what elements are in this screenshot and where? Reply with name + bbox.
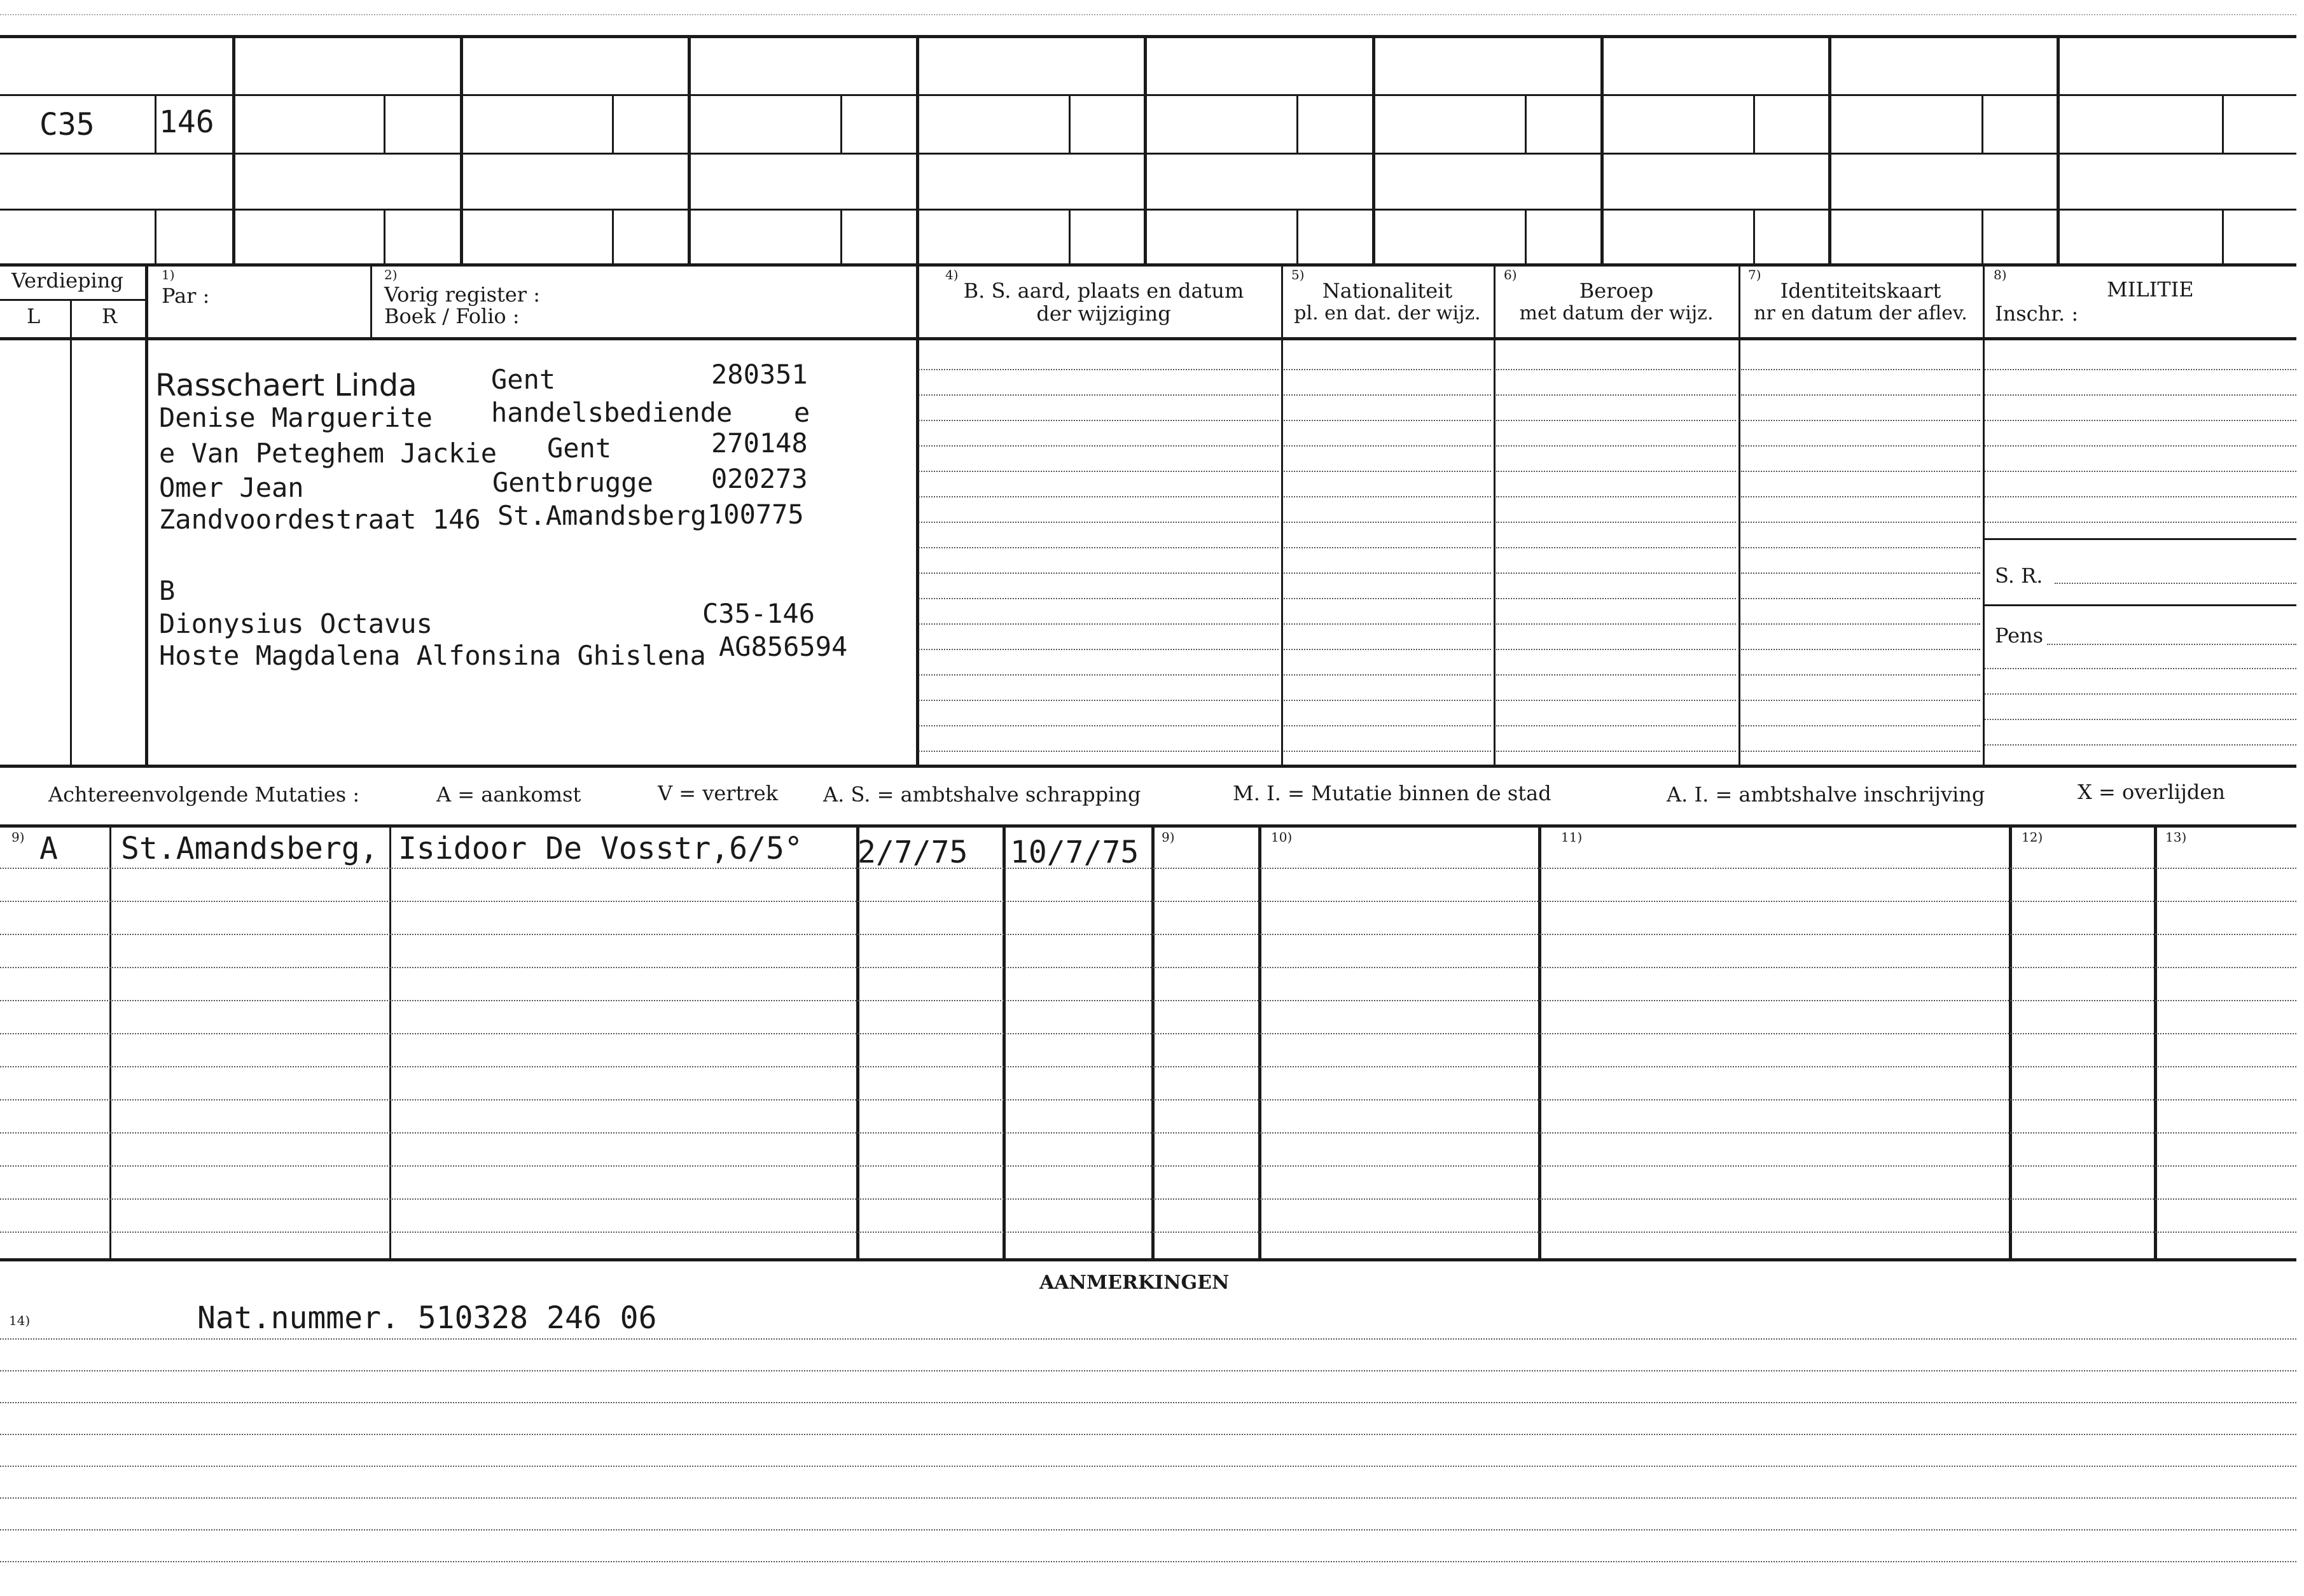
rule-line	[1741, 547, 1980, 548]
rule-line	[919, 649, 1279, 650]
rule-line	[919, 445, 1279, 447]
person-place-1: Gent	[491, 364, 556, 395]
header-n1: 1)	[162, 267, 175, 282]
mut-n11: 11)	[1561, 829, 1583, 845]
rule-line	[1496, 547, 1736, 548]
person-name-2: Denise Marguerite	[159, 402, 433, 433]
person-number-4: 020273	[711, 463, 808, 494]
header-n7: 7)	[1748, 267, 1761, 282]
header-r: R	[102, 304, 118, 328]
header-bs-2: der wijziging	[1036, 302, 1171, 326]
header-inschr: Inschr. :	[1995, 302, 2079, 326]
person-name-3: e Van Peteghem Jackie	[159, 438, 497, 469]
header-beroep-1: Beroep	[1579, 279, 1654, 303]
rule-line	[919, 725, 1279, 726]
rule-line	[1284, 674, 1491, 676]
rule-line	[1284, 471, 1491, 472]
person-name-4: Omer Jean	[159, 472, 304, 503]
rule-line	[1496, 369, 1736, 370]
header-n4: 4)	[945, 267, 959, 282]
rule-line	[0, 1434, 2296, 1435]
rule-line	[1284, 547, 1491, 548]
header-vorig-register: Vorig register :	[384, 282, 541, 307]
rule-line	[1496, 572, 1736, 574]
rule-line	[0, 1338, 2296, 1340]
rule-line	[1985, 420, 2296, 421]
rule-line	[1496, 420, 1736, 421]
rule-line	[1985, 369, 2296, 370]
header-l: L	[27, 304, 41, 328]
section-b-name-1: Dionysius Octavus	[159, 608, 433, 639]
rule-line	[0, 868, 2296, 869]
person-place-5: St.Amandsberg	[497, 500, 707, 531]
header-n2: 2)	[384, 267, 398, 282]
header-verdieping: Verdieping	[11, 268, 123, 293]
rule-line	[0, 1232, 2296, 1233]
header-par: Par :	[162, 284, 210, 308]
legend-a: A = aankomst	[436, 782, 581, 807]
rule-line	[1496, 598, 1736, 599]
militie-sr: S. R.	[1995, 564, 2043, 588]
rule-line	[919, 572, 1279, 574]
rule-line	[1985, 471, 2296, 472]
mut-n9-b: 9)	[1162, 829, 1175, 845]
rule-line	[0, 1165, 2296, 1167]
rule-line	[1741, 394, 1980, 396]
mutation-address: Isidoor De Vosstr,6/5°	[398, 831, 803, 866]
header-id-2: nr en datum der aflev.	[1754, 302, 1967, 324]
rule-line	[1741, 598, 1980, 599]
rule-line	[919, 420, 1279, 421]
rule-line	[919, 598, 1279, 599]
rule-line	[1985, 394, 2296, 396]
rule-line	[1496, 674, 1736, 676]
rule-line	[1741, 522, 1980, 523]
rule-line	[1496, 725, 1736, 726]
section-b-code-1: C35-146	[702, 598, 815, 629]
rule-line	[1985, 693, 2296, 695]
rule-line	[919, 496, 1279, 497]
rule-line	[1284, 394, 1491, 396]
rule-line	[1284, 623, 1491, 625]
legend-mi: M. I. = Mutatie binnen de stad	[1233, 781, 1551, 805]
rule-line	[1284, 700, 1491, 701]
rule-line	[1985, 668, 2296, 669]
rule-line	[919, 700, 1279, 701]
rule-line	[0, 1132, 2296, 1134]
rule-line	[919, 394, 1279, 396]
rule-line	[1741, 496, 1980, 497]
header-militie: MILITIE	[2107, 277, 2194, 302]
rule-line	[1985, 496, 2296, 497]
person-number-2: e	[794, 397, 810, 428]
header-n8: 8)	[1994, 267, 2007, 282]
person-name-1: Rasschaert Linda	[155, 368, 417, 403]
rule-line	[1741, 420, 1980, 421]
rule-line	[1284, 445, 1491, 447]
person-number-1: 280351	[711, 359, 808, 390]
rule-line	[919, 369, 1279, 370]
rule-line	[1496, 751, 1736, 752]
header-n5: 5)	[1291, 267, 1305, 282]
rule-line	[1741, 445, 1980, 447]
rule-line	[1284, 369, 1491, 370]
rule-line	[1284, 420, 1491, 421]
remarks-text: Nat.nummer. 510328 246 06	[197, 1300, 657, 1336]
person-number-3: 270148	[711, 427, 808, 459]
rule-line	[2055, 583, 2296, 584]
rule-line	[1985, 744, 2296, 746]
rule-line	[0, 1529, 2296, 1530]
rule-line	[1284, 522, 1491, 523]
rule-line	[1741, 471, 1980, 472]
section-b-code-2: AG856594	[719, 631, 848, 662]
rule-line	[919, 471, 1279, 472]
rule-line	[919, 623, 1279, 625]
rule-line	[0, 1066, 2296, 1067]
rule-line	[0, 934, 2296, 935]
rule-line	[919, 674, 1279, 676]
person-name-5: Zandvoordestraat 146	[159, 504, 481, 535]
legend-as: A. S. = ambtshalve schrapping	[823, 782, 1141, 807]
code-left: C35	[39, 107, 95, 142]
mutation-date1: 2/7/75	[857, 835, 968, 870]
rule-line	[1496, 522, 1736, 523]
section-b-name-2: Hoste Magdalena Alfonsina Ghislena	[159, 640, 706, 671]
mut-n10: 10)	[1271, 829, 1293, 845]
code-right: 146	[159, 104, 214, 140]
header-nat-1: Nationaliteit	[1322, 279, 1453, 303]
rule-line	[0, 1497, 2296, 1499]
militie-pens: Pens	[1995, 623, 2044, 648]
rule-line	[0, 1198, 2296, 1200]
mutation-place: St.Amandsberg,	[121, 831, 378, 866]
rule-line	[1741, 725, 1980, 726]
rule-line	[919, 751, 1279, 752]
rule-line	[0, 1402, 2296, 1403]
rule-line	[0, 1033, 2296, 1034]
rule-line	[1284, 751, 1491, 752]
mut-n9-a: 9)	[11, 829, 25, 845]
rule-line	[1284, 496, 1491, 497]
header-beroep-2: met datum der wijz.	[1519, 302, 1714, 324]
header-nat-2: pl. en dat. der wijz.	[1294, 302, 1481, 324]
rule-line	[1284, 725, 1491, 726]
rule-line	[1284, 649, 1491, 650]
rule-line	[1496, 445, 1736, 447]
mutation-type: A	[39, 831, 58, 866]
mutation-date2: 10/7/75	[1010, 835, 1139, 870]
header-bs-1: B. S. aard, plaats en datum	[963, 279, 1244, 303]
person-place-3: Gent	[547, 433, 612, 464]
rule-line	[0, 1370, 2296, 1371]
rule-line	[0, 901, 2296, 902]
legend-title: Achtereenvolgende Mutaties :	[48, 782, 360, 807]
section-b-letter: B	[159, 575, 176, 606]
rule-line	[1496, 700, 1736, 701]
legend-ai: A. I. = ambtshalve inschrijving	[1667, 782, 1985, 807]
rule-line	[919, 547, 1279, 548]
rule-line	[1496, 623, 1736, 625]
rule-line	[1741, 623, 1980, 625]
rule-line	[1985, 522, 2296, 523]
header-boek-folio: Boek / Folio :	[384, 304, 520, 328]
rule-line	[0, 1000, 2296, 1001]
rule-line	[1985, 445, 2296, 447]
mut-n12: 12)	[2022, 829, 2043, 845]
rule-line	[1985, 719, 2296, 720]
rule-line	[0, 1466, 2296, 1467]
header-id-1: Identiteitskaart	[1780, 279, 1941, 303]
rule-line	[0, 1099, 2296, 1100]
rule-line	[1741, 572, 1980, 574]
rule-line	[1496, 394, 1736, 396]
remarks-title: AANMERKINGEN	[1039, 1272, 1230, 1294]
person-number-5: 100775	[707, 499, 804, 530]
rule-line	[919, 522, 1279, 523]
header-n6: 6)	[1504, 267, 1517, 282]
remarks-n14: 14)	[9, 1313, 31, 1328]
rule-line	[1284, 572, 1491, 574]
legend-v: V = vertrek	[658, 781, 779, 805]
rule-line	[1741, 674, 1980, 676]
rule-line	[1496, 471, 1736, 472]
rule-line	[0, 1561, 2296, 1562]
person-place-4: Gentbrugge	[492, 467, 653, 498]
rule-line	[1741, 369, 1980, 370]
legend-x: X = overlijden	[2078, 780, 2225, 804]
rule-line	[1496, 649, 1736, 650]
rule-line	[1741, 700, 1980, 701]
rule-line	[1741, 649, 1980, 650]
mut-n13: 13)	[2165, 829, 2187, 845]
rule-line	[1496, 496, 1736, 497]
rule-line	[2047, 644, 2296, 645]
rule-line	[0, 967, 2296, 968]
rule-line	[1284, 598, 1491, 599]
rule-line	[1741, 751, 1980, 752]
person-place-2: handelsbediende	[491, 397, 733, 428]
